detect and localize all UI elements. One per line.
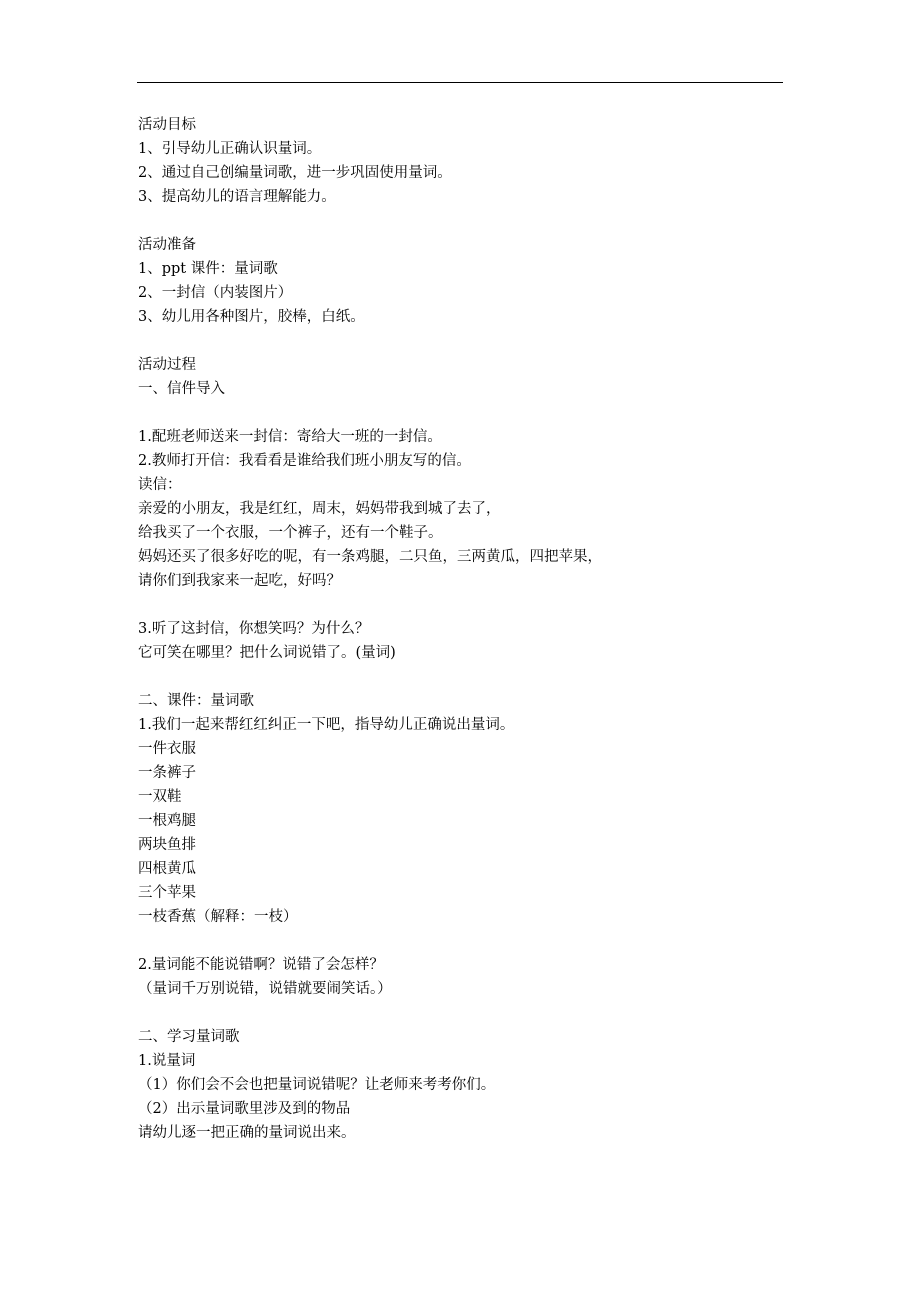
section-block xyxy=(138,1025,788,1145)
section-first-line: 活动目标 xyxy=(138,117,196,133)
section-block xyxy=(138,425,788,593)
paragraph-gap xyxy=(138,401,788,425)
section-block xyxy=(138,233,788,329)
text-line: （2）出示量词歌里涉及到的物品 xyxy=(138,1101,351,1117)
section-first-line: 二、学习量词歌 xyxy=(138,1029,240,1045)
section-first-line: 3.听了这封信，你想笑吗？为什么？ xyxy=(138,621,370,637)
text-line: 1、引导幼儿正确认识量词。 xyxy=(138,141,322,157)
text-line: 2、通过自己创编量词歌，进一步巩固使用量词。 xyxy=(138,165,452,181)
text-line: 1.说量词 xyxy=(138,1053,196,1069)
text-line: 一、信件导入 xyxy=(138,381,225,397)
paragraph-gap xyxy=(138,929,788,953)
text-line: 3、提高幼儿的语言理解能力。 xyxy=(138,189,336,205)
paragraph-gap xyxy=(138,593,788,617)
text-line: 一根鸡腿 xyxy=(138,813,196,829)
text-line: 一条裤子 xyxy=(138,765,196,781)
paragraph-gap xyxy=(138,1001,788,1025)
section-block xyxy=(138,689,788,929)
text-line: 它可笑在哪里？把什么词说错了。(量词) xyxy=(138,645,396,661)
text-line: 三个苹果 xyxy=(138,885,196,901)
header-rule xyxy=(137,82,783,83)
paragraph-gap xyxy=(138,329,788,353)
text-line: 两块鱼排 xyxy=(138,837,196,853)
text-line: 2.教师打开信：我看看是谁给我们班小朋友写的信。 xyxy=(138,453,471,469)
section-block xyxy=(138,113,788,209)
section-first-line: 活动过程 xyxy=(138,357,196,373)
text-line: 亲爱的小朋友，我是红红，周末，妈妈带我到城了去了， xyxy=(138,501,501,517)
text-line: 一双鞋 xyxy=(138,789,182,805)
text-line: 给我买了一个衣服，一个裤子，还有一个鞋子。 xyxy=(138,525,443,541)
text-line: （1）你们会不会也把量词说错呢？让老师来考考你们。 xyxy=(138,1077,496,1093)
section-first-line: 二、课件：量词歌 xyxy=(138,693,254,709)
section-first-line: 活动准备 xyxy=(138,237,196,253)
text-line: 2、一封信（内装图片） xyxy=(138,285,293,301)
text-line: （量词千万别说错，说错就要闹笑话。） xyxy=(138,981,392,997)
section-block xyxy=(138,617,788,665)
section-first-line: 1.配班老师送来一封信：寄给大一班的一封信。 xyxy=(138,429,442,445)
text-line: 1.我们一起来帮红红纠正一下吧，指导幼儿正确说出量词。 xyxy=(138,717,515,733)
text-line: 一枝香蕉（解释：一枝） xyxy=(138,909,298,925)
text-line: 四根黄瓜 xyxy=(138,861,196,877)
text-line: 1、ppt 课件：量词歌 xyxy=(138,261,278,277)
text-line: 妈妈还买了很多好吃的呢，有一条鸡腿，二只鱼，三两黄瓜，四把苹果， xyxy=(138,549,602,565)
text-line: 一件衣服 xyxy=(138,741,196,757)
section-first-line: 2.量词能不能说错啊？说错了会怎样？ xyxy=(138,957,384,973)
text-line: 3、幼儿用各种图片，胶棒，白纸。 xyxy=(138,309,365,325)
document-body xyxy=(138,113,788,1145)
section-block xyxy=(138,353,788,401)
paragraph-gap xyxy=(138,665,788,689)
text-line: 读信： xyxy=(138,477,182,493)
text-line: 请幼儿逐一把正确的量词说出来。 xyxy=(138,1125,356,1141)
text-line: 请你们到我家来一起吃，好吗？ xyxy=(138,573,341,589)
section-block xyxy=(138,953,788,1001)
paragraph-gap xyxy=(138,209,788,233)
